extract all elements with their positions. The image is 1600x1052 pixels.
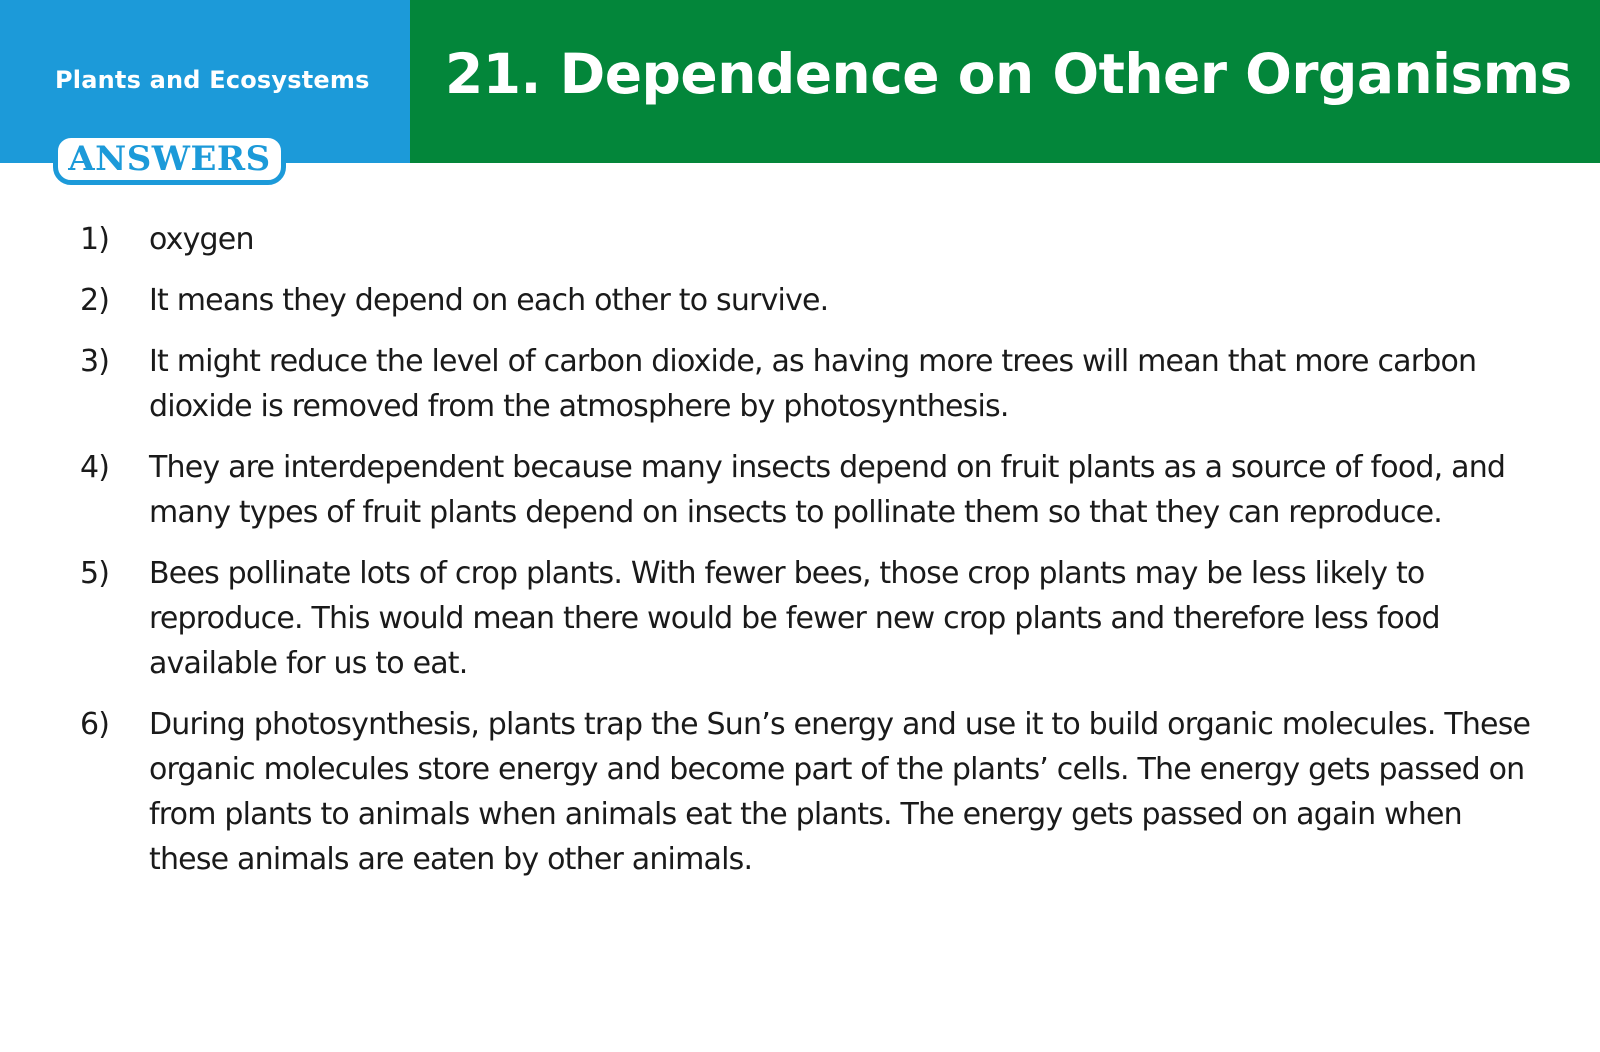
- page-title: 21. Dependence on Other Organisms: [445, 42, 1572, 106]
- answer-number: 3): [80, 344, 110, 379]
- answer-item-3: [80, 339, 1540, 429]
- answer-number: 5): [80, 556, 110, 591]
- answer-number: 1): [80, 222, 110, 257]
- answers-badge: [53, 133, 286, 185]
- answer-text: It might reduce the level of carbon dioxide, as having more trees will mean that more carbon dioxide is removed from the atmosphere by photosynthesis.: [149, 344, 1477, 424]
- answer-text: During photosynthesis, plants trap the Sun’s energy and use it to build organic molecules. These organic molecules store energy and become part of the plants’ cells. The energy gets passed on from plants to animals when animals eat the plants. The energy gets passed on again when these animals are eaten by other animals.: [149, 707, 1531, 877]
- answer-text: Bees pollinate lots of crop plants. With fewer bees, those crop plants may be less likely to reproduce. This would mean there would be fewer new crop plants and therefore less food available for us to eat.: [149, 556, 1440, 681]
- answer-text: oxygen: [149, 222, 254, 257]
- answer-item-6: [80, 702, 1540, 882]
- answer-text: They are interdependent because many insects depend on fruit plants as a source of food, and many types of fruit plants depend on insects to pollinate them so that they can reproduce.: [149, 450, 1506, 530]
- section-label: Plants and Ecosystems: [55, 66, 370, 94]
- answer-item-5: [80, 551, 1540, 686]
- answer-number: 6): [80, 707, 110, 742]
- answer-list: [80, 217, 1540, 898]
- answers-badge-label: ANSWERS: [68, 139, 271, 179]
- answer-item-2: [80, 278, 1540, 323]
- answer-item-1: [80, 217, 1540, 262]
- answer-text: It means they depend on each other to survive.: [149, 283, 829, 318]
- answer-item-4: [80, 445, 1540, 535]
- answer-number: 2): [80, 283, 110, 318]
- answer-number: 4): [80, 450, 110, 485]
